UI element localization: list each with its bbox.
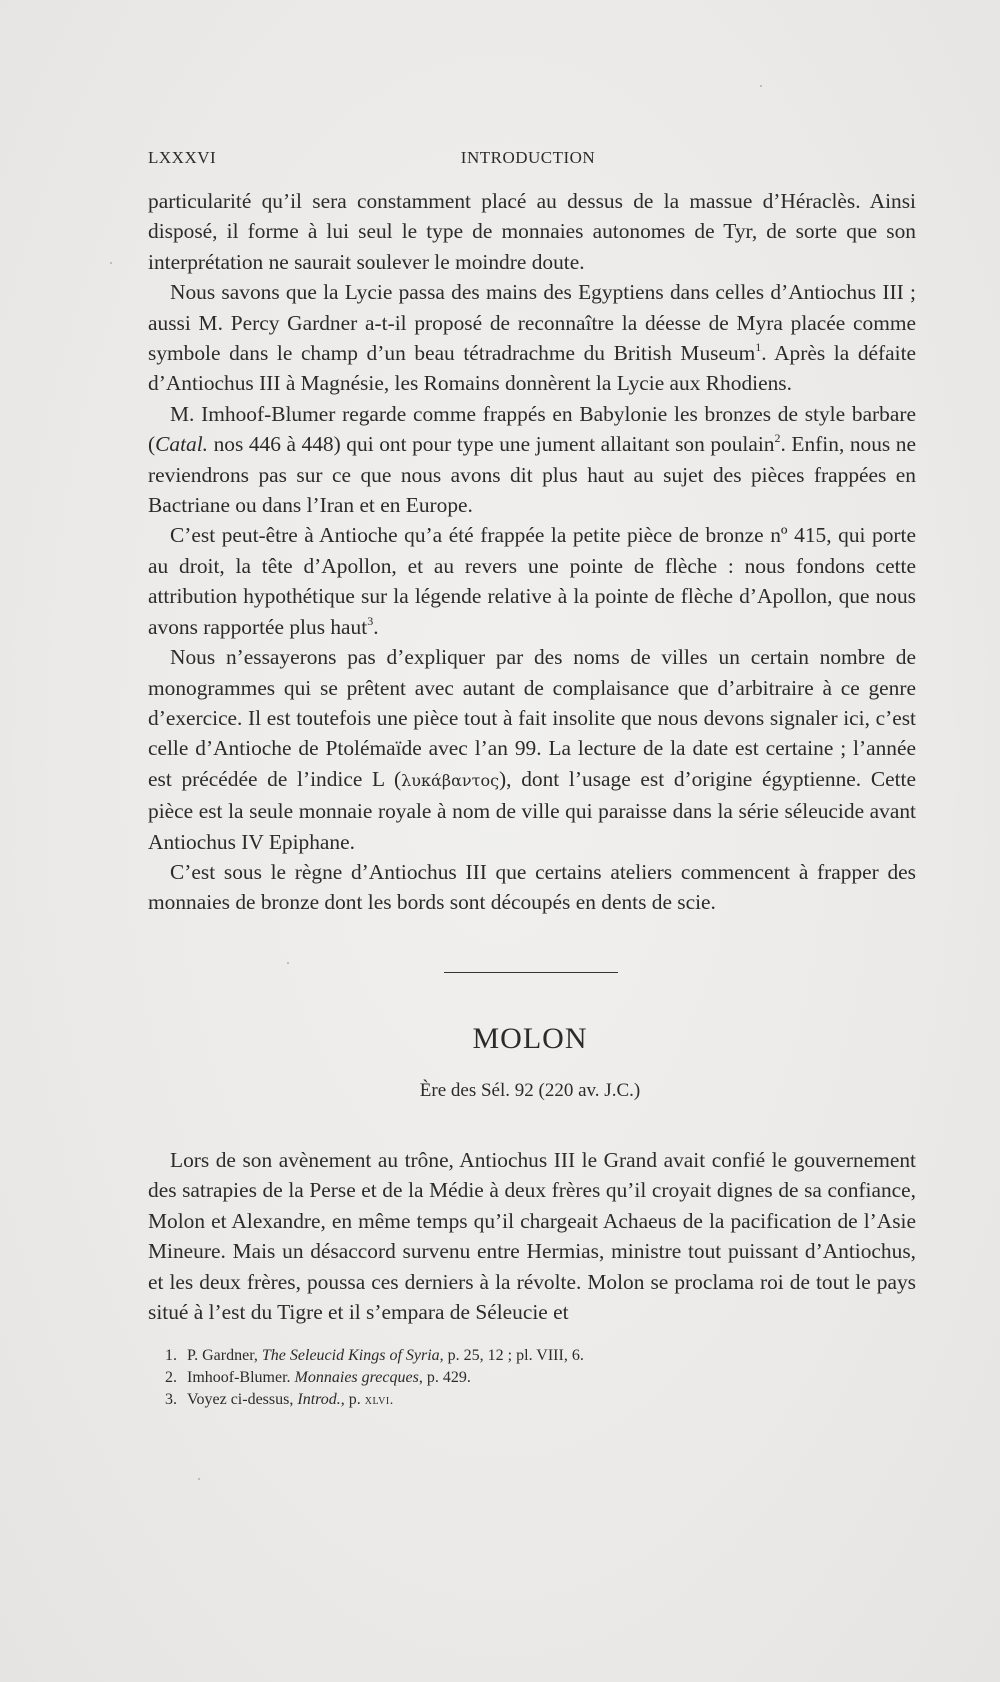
section-title: MOLON [472,1022,588,1055]
paper-speck [760,85,762,87]
body-text [148,186,916,918]
paragraph: M. Imhoof-Blumer regarde comme frappés en Babylonie les bronzes de style barbare (Catal. nos 446 à 448) qui ont pour type une jument allaitant son poulain$^2$. Enfin, nous ne reviendrons pas sur ce que nous avons dit plus haut au sujet des pièces frappées en Bactriane ou dans l’Iran et en Europe. [148,401,916,518]
paragraph: particularité qu’il sera constamment placé au dessus de la massue d’Héraclès. Ainsi disposé, il forme à lui seul le type de monnaies autonomes de Tyr, de sorte que son interprétation ne saurait soulever le moindre doute. [148,189,916,274]
section-subtitle: Ère des Sél. 92 (220 av. J.C.) [419,1080,641,1101]
paragraph: Nous savons que la Lycie passa des mains des Egyptiens dans celles d’Antiochus III ; aussi M. Percy Gardner a-t-il proposé de reconnaître la déesse de Myra placée comme symbole dans le champ d’un beau tétradrachme du British Museum$^1$. Après la défaite d’Antiochus III à Magnésie, les Romains donnèrent la Lycie aux Rhodiens. [148,280,917,396]
footnote: 3. Voyez ci-dessus, Introd., p. xlvi. [165,1391,394,1408]
running-head [148,148,916,174]
paper-speck [287,962,289,964]
footnotes [165,1345,865,1412]
paragraph: Nous n’essayerons pas d’expliquer par des noms de villes un certain nombre de monogrammes qui se prêtent avec autant de complaisance que d’arbitraire à ce genre d’exercice. Il est toutefois une pièce tout à fait insolite que nous devons signaler ici, c’est celle d’Antioche de Ptolémaïde avec l’an 99. La lecture de la date est certaine ; l’année est précédée de l’indice L (λυκάβαντος), dont l’usage est d’origine égyptienne. Cette pièce est la seule monnaie royale à nom de ville qui paraisse dans la série séleucide avant Antiochus IV Epiphane. [148,645,916,854]
footnote: 2. Imhoof-Blumer. Monnaies grecques, p. 429. [165,1369,471,1386]
greek-word: λυκάβαντος [401,770,500,790]
footnote-ref[interactable]: 2 [774,431,781,446]
running-title: INTRODUCTION [460,148,596,167]
footnote-ref[interactable]: 3 [367,613,374,628]
section-body [148,1145,916,1327]
catalogue-ref: Catal. [155,432,209,457]
footnote: 1. P. Gardner, The Seleucid Kings of Syria, p. 25, 12 ; pl. VIII, 6. [165,1347,584,1364]
section-divider [444,972,618,973]
paper-speck [110,262,112,264]
paragraph: C’est sous le règne d’Antiochus III que certains ateliers commencent à frapper des monnaies de bronze dont les bords sont découpés en dents de scie. [148,859,916,915]
paper-speck [198,1478,200,1480]
page-folio: LXXXVI [148,148,217,167]
paragraph: Lors de son avènement au trône, Antiochus III le Grand avait confié le gouvernement des satrapies de la Perse et de la Médie à deux frères qu’il croyait dignes de sa confiance, Molon et Alexandre, en même temps qu’il chargeait Achaeus de la pacification de l’Asie Mineure. Mais un désaccord survenu entre Hermias, ministre tout puissant d’Antiochus, et les deux frères, poussa ces derniers à la révolte. Molon se proclama roi de tout le pays situé à l’est du Tigre et il s’empara de Séleucie et [148,1148,916,1325]
footnote-ref[interactable]: 1 [755,340,762,355]
paragraph: C’est peut-être à Antioche qu’a été frappée la petite pièce de bronze nº 415, qui porte au droit, la tête d’Apollon, et au revers une pointe de flèche : nous fondons cette attribution hypothétique sur la légende relative à la pointe de flèche d’Apollon, que nous avons rapportée plus haut$^3$. [148,523,916,639]
